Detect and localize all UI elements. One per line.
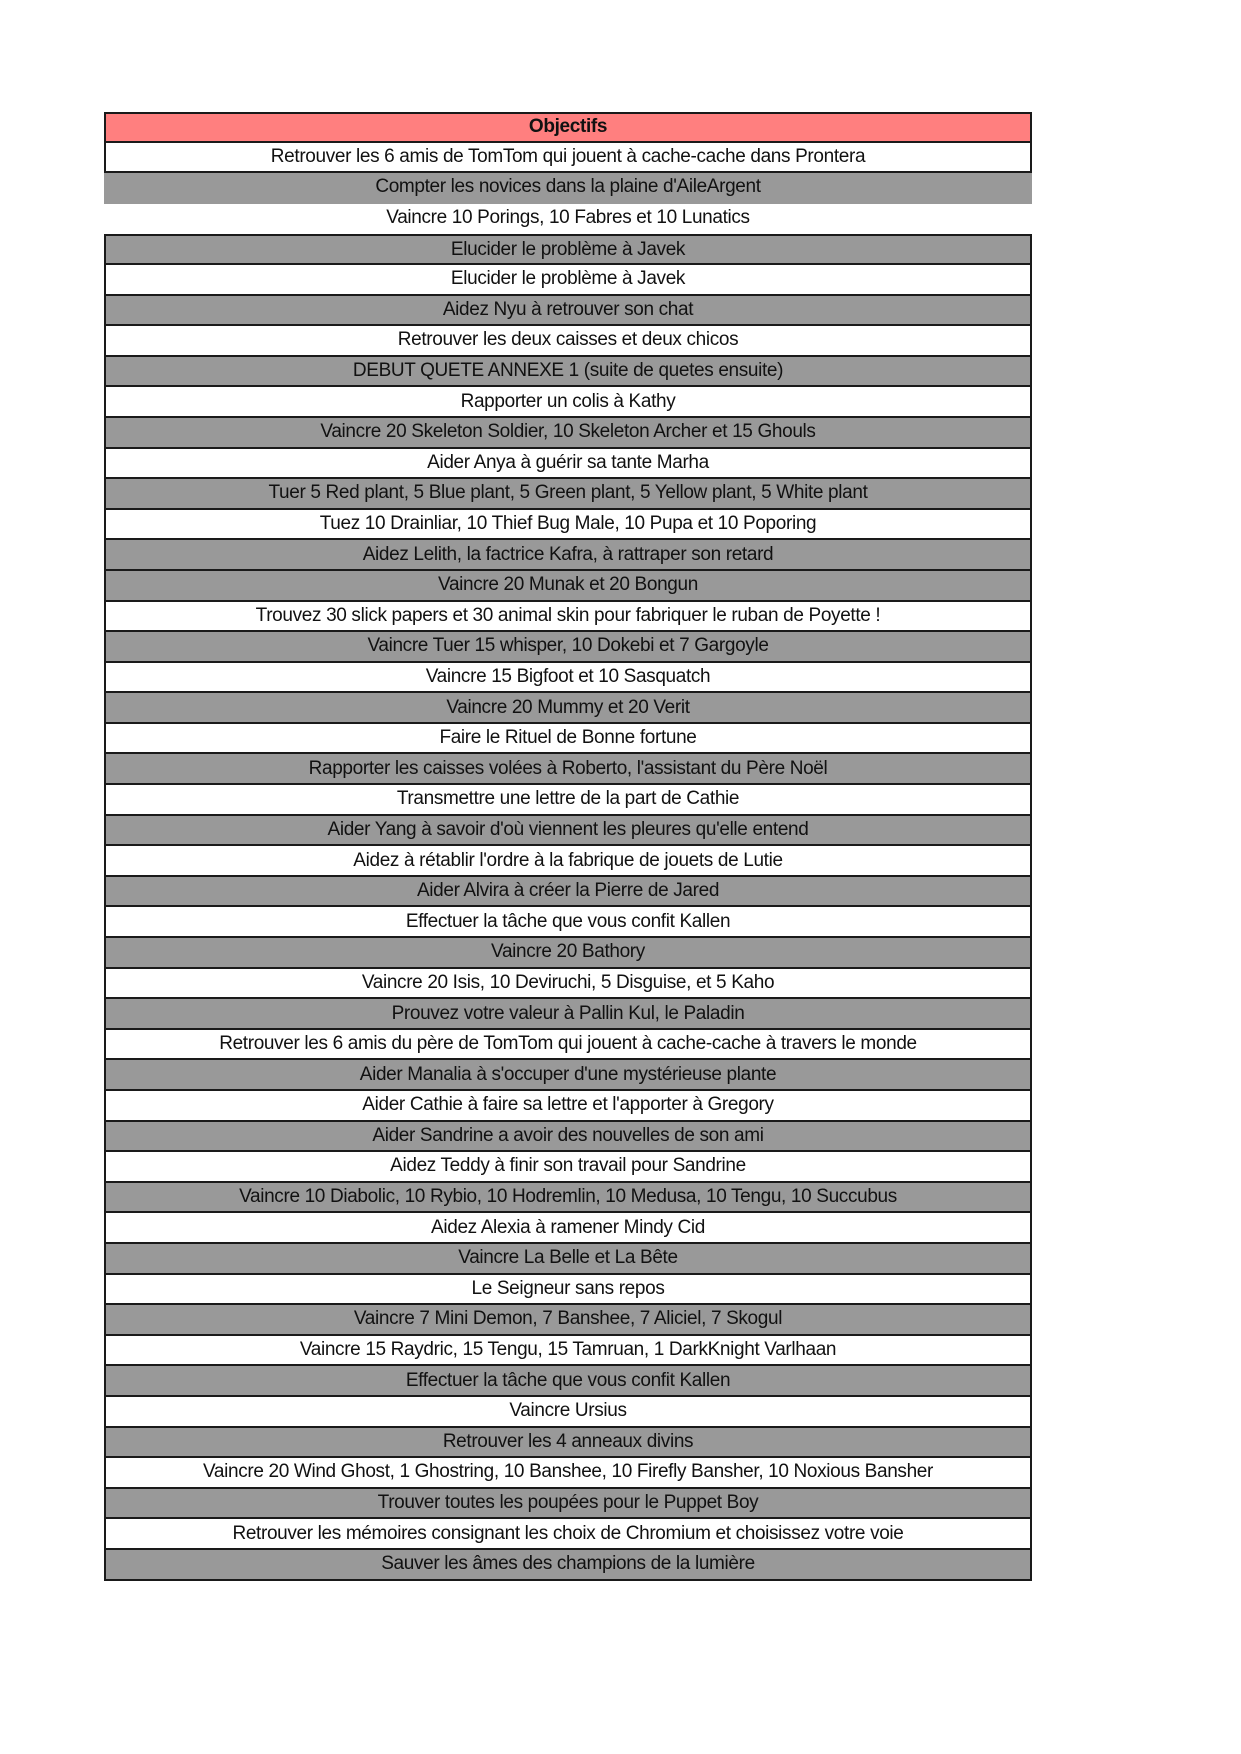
table-row <box>104 999 1032 1030</box>
row-label: Rapporter un colis à Kathy <box>460 390 676 412</box>
row-label: Sauver les âmes des champions de la lumière <box>381 1553 755 1575</box>
row-label: Vaincre La Belle et La Bête <box>458 1247 678 1269</box>
row-label: Le Seigneur sans repos <box>471 1277 665 1299</box>
row-label: Vaincre 20 Skeleton Soldier, 10 Skeleton Archer et 15 Ghouls <box>320 421 816 443</box>
row-label: Vaincre 20 Bathory <box>491 941 645 963</box>
row-label: Effectuer la tâche que vous confit Kallen <box>405 1369 731 1391</box>
table-row <box>104 1458 1032 1489</box>
table-row <box>104 479 1032 510</box>
table-row <box>104 632 1032 663</box>
row-label: Vaincre Ursius <box>509 1400 627 1422</box>
table-row <box>104 326 1032 357</box>
table-row <box>104 234 1032 265</box>
table-row <box>104 1060 1032 1091</box>
table-row <box>104 1275 1032 1306</box>
table-row <box>104 571 1032 602</box>
table-row <box>104 907 1032 938</box>
row-label: Tuez 10 Drainliar, 10 Thief Bug Male, 10 Pupa et 10 Poporing <box>319 513 817 535</box>
table-row <box>104 1122 1032 1153</box>
row-label: Aider Manalia à s'occuper d'une mystérieuse plante <box>359 1063 777 1085</box>
row-label: Vaincre 20 Munak et 20 Bongun <box>438 574 698 596</box>
row-label: Aidez à rétablir l'ordre à la fabrique de jouets de Lutie <box>353 849 783 871</box>
table-row <box>104 754 1032 785</box>
row-label: Aider Yang à savoir d'où viennent les pleures qu'elle entend <box>327 818 809 840</box>
table-row <box>104 510 1032 541</box>
objectives-table <box>104 112 1032 1581</box>
table-row <box>104 204 1032 235</box>
table-row <box>104 540 1032 571</box>
table-row <box>104 1091 1032 1122</box>
row-label: Effectuer la tâche que vous confit Kallen <box>405 910 731 932</box>
table-row <box>104 449 1032 480</box>
row-label: Elucider le problème à Javek <box>450 268 686 290</box>
row-label: Retrouver les 6 amis du père de TomTom qui jouent à cache-cache à travers le monde <box>219 1033 917 1055</box>
table-row <box>104 357 1032 388</box>
table-row <box>104 1366 1032 1397</box>
row-label: Tuer 5 Red plant, 5 Blue plant, 5 Green plant, 5 Yellow plant, 5 White plant <box>268 482 868 504</box>
table-row <box>104 724 1032 755</box>
row-label: Aider Cathie à faire sa lettre et l'apporter à Gregory <box>362 1094 774 1116</box>
table-row <box>104 1489 1032 1520</box>
table-row <box>104 1550 1032 1581</box>
row-label: Aider Alvira à créer la Pierre de Jared <box>416 880 720 902</box>
table-row <box>104 1428 1032 1459</box>
row-label: Aidez Teddy à finir son travail pour Sandrine <box>390 1155 746 1177</box>
row-label: Faire le Rituel de Bonne fortune <box>439 727 697 749</box>
table-row <box>104 173 1032 204</box>
row-label: Transmettre une lettre de la part de Cathie <box>396 788 740 810</box>
row-label: DEBUT QUETE ANNEXE 1 (suite de quetes ensuite) <box>352 360 784 382</box>
table-row <box>104 265 1032 296</box>
row-label: Aider Anya à guérir sa tante Marha <box>427 451 709 473</box>
table-row <box>104 1213 1032 1244</box>
row-label: Trouver toutes les poupées pour le Puppet Boy <box>377 1492 759 1514</box>
table-row <box>104 1183 1032 1214</box>
row-label: Retrouver les 6 amis de TomTom qui jouent à cache-cache dans Prontera <box>270 145 866 167</box>
table-row <box>104 1030 1032 1061</box>
row-label: Vaincre 10 Diabolic, 10 Rybio, 10 Hodremlin, 10 Medusa, 10 Tengu, 10 Succubus <box>239 1186 897 1208</box>
row-label: Prouvez votre valeur à Pallin Kul, le Paladin <box>391 1002 745 1024</box>
table-row <box>104 816 1032 847</box>
row-label: Elucider le problème à Javek <box>450 238 686 260</box>
row-label: Vaincre 20 Wind Ghost, 1 Ghostring, 10 Banshee, 10 Firefly Bansher, 10 Noxious Bansher <box>203 1461 933 1483</box>
table-row <box>104 785 1032 816</box>
table-row <box>104 877 1032 908</box>
table-row <box>104 938 1032 969</box>
table-row <box>104 387 1032 418</box>
row-label: Retrouver les 4 anneaux divins <box>442 1430 694 1452</box>
table-row <box>104 1336 1032 1367</box>
table-row <box>104 1519 1032 1550</box>
table-row <box>104 143 1032 174</box>
row-label: Trouvez 30 slick papers et 30 animal skin pour fabriquer le ruban de Poyette ! <box>255 604 881 626</box>
row-label: Aider Sandrine a avoir des nouvelles de son ami <box>372 1124 764 1146</box>
row-label: Aidez Alexia à ramener Mindy Cid <box>431 1216 705 1238</box>
row-label: Retrouver les deux caisses et deux chicos <box>397 329 739 351</box>
row-label: Aidez Lelith, la factrice Kafra, à rattraper son retard <box>362 543 774 565</box>
table-row <box>104 418 1032 449</box>
row-label: Retrouver les mémoires consignant les choix de Chromium et choisissez votre voie <box>232 1522 904 1544</box>
row-label: Vaincre 15 Bigfoot et 10 Sasquatch <box>425 665 711 687</box>
table-row <box>104 969 1032 1000</box>
table-row <box>104 1397 1032 1428</box>
row-label: Aidez Nyu à retrouver son chat <box>442 298 694 320</box>
table-row <box>104 663 1032 694</box>
table-header-objectifs: Objectifs <box>104 112 1032 143</box>
table-row <box>104 693 1032 724</box>
table-row <box>104 602 1032 633</box>
table-row <box>104 846 1032 877</box>
row-label: Vaincre 20 Mummy et 20 Verit <box>446 696 690 718</box>
table-row <box>104 1244 1032 1275</box>
row-label: Vaincre 20 Isis, 10 Deviruchi, 5 Disguise, et 5 Kaho <box>361 971 775 993</box>
row-label: Vaincre Tuer 15 whisper, 10 Dokebi et 7 Gargoyle <box>367 635 769 657</box>
row-label: Vaincre 7 Mini Demon, 7 Banshee, 7 Aliciel, 7 Skogul <box>353 1308 783 1330</box>
row-label: Compter les novices dans la plaine d'AileArgent <box>375 176 761 198</box>
table-row <box>104 1152 1032 1183</box>
table-row <box>104 1305 1032 1336</box>
table-row <box>104 296 1032 327</box>
row-label: Vaincre 10 Porings, 10 Fabres et 10 Lunatics <box>386 207 750 229</box>
row-label: Vaincre 15 Raydric, 15 Tengu, 15 Tamruan, 1 DarkKnight Varlhaan <box>299 1339 837 1361</box>
row-label: Rapporter les caisses volées à Roberto, l'assistant du Père Noël <box>308 757 828 779</box>
